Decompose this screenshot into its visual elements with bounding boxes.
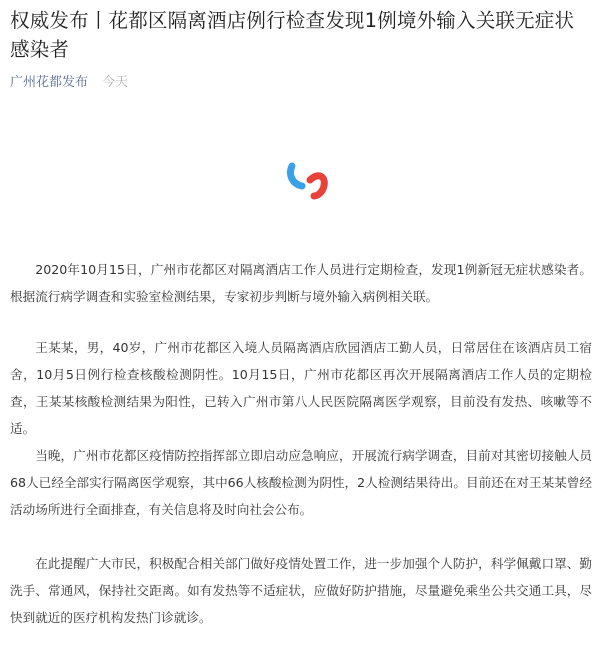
- paragraph-3: 当晚，广州市花都区疫情防控指挥部立即启动应急响应，开展流行病学调查，目前对其密切接触人员68人已经全部实行隔离医学观察，其中66人核酸检测为阴性，2人检测结果待出。目前还在对王某某曾经活动场所进行全面排查，有关信息将及时向社会公布。: [10, 448, 592, 517]
- publish-date: 今天: [102, 75, 129, 90]
- article-meta: [10, 74, 128, 92]
- paragraph-4: 在此提醒广大市民，积极配合相关部门做好疫情处置工作，进一步加强个人防护，科学佩戴口罩、勤洗手、常通风，保持社交距离。如有发热等不适症状，应做好防护措施，尽量避免乘坐公共交通工具，尽快到就近的医疗机构发热门诊就诊。: [10, 556, 592, 625]
- paragraph-1: 2020年10月15日，广州市花都区对隔离酒店工作人员进行定期检查，发现1例新冠无症状感染者。根据流行病学调查和实验室检测结果，专家初步判断与境外输入病例相关联。: [10, 262, 592, 304]
- article-title: 权威发布丨花都区隔离酒店例行检查发现1例境外输入关联无症状感染者: [10, 9, 575, 61]
- account-name-link[interactable]: 广州花都发布: [10, 75, 89, 90]
- wechat-loading-icon: [284, 160, 330, 200]
- media-placeholder: [0, 110, 600, 240]
- paragraph-2: 王某某，男，40岁，广州市花都区入境人员隔离酒店欣园酒店工勤人员，日常居住在该酒店员工宿舍，10月5日例行检查核酸检测阴性。10月15日，广州市花都区再次开展隔离酒店工作人员的定期检查，王某某核酸检测结果为阳性，已转入广州市第八人民医院隔离医学观察，目前没有发热、咳嗽等不适。: [10, 340, 592, 436]
